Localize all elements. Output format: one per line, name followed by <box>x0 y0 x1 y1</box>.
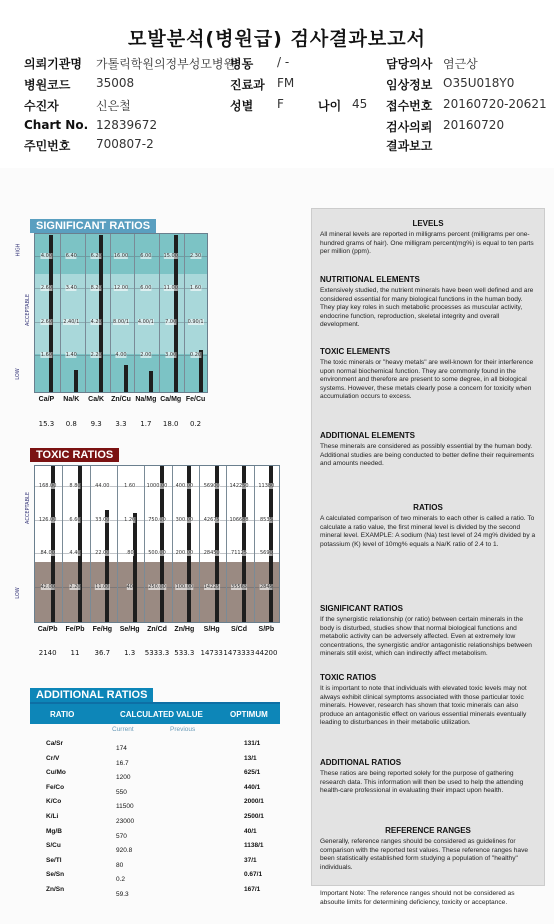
ratio-bar <box>215 466 219 622</box>
level-label: 28450 <box>203 550 220 556</box>
header-label: 담당의사 <box>386 57 433 71</box>
ratio-value: 533.3 <box>174 649 195 657</box>
add-ratio-optimum: 167/1 <box>244 886 261 893</box>
ratio-bar <box>149 371 153 392</box>
add-ratio-current: 0.2 <box>116 876 126 884</box>
column-separator <box>134 234 135 392</box>
level-label: 71125 <box>231 550 247 556</box>
header-value: 20160720-20621 <box>443 97 547 111</box>
level-label: 500.00 <box>148 550 166 556</box>
level-label: 0.90/1 <box>187 319 204 325</box>
add-ratio-optimum: 40/1 <box>244 827 257 835</box>
header-value: 20160720 <box>443 118 505 132</box>
level-label: 4.00/1 <box>137 319 154 325</box>
info-text: These minerals are considered as possibly essential by the human body. Additional studies are being conducted to better define their requirements and amounts needed. <box>320 443 535 467</box>
column-separator <box>172 466 173 622</box>
header-value: 신은철 <box>96 99 131 113</box>
ratio-bar <box>269 466 273 622</box>
level-label: 42.00 <box>40 584 55 590</box>
level-label: .80 <box>125 550 134 556</box>
header-value: O35U018Y0 <box>443 76 515 90</box>
header-value: FM <box>277 76 295 90</box>
column-separator <box>184 234 185 392</box>
level-label: 4.40 <box>69 550 81 556</box>
level-label: 33.00 <box>95 517 110 523</box>
zone-label: LOW <box>14 587 21 599</box>
ratio-label: S/Pb <box>258 626 275 633</box>
level-label: 2.20 <box>69 584 81 590</box>
level-label: 8.20 <box>90 285 102 291</box>
ratio-value: 36.7 <box>94 649 111 657</box>
level-label: 126.00 <box>38 517 57 523</box>
column-separator <box>254 466 255 622</box>
column-separator <box>110 234 111 392</box>
add-ratio-current: 80 <box>116 861 124 869</box>
level-label: 300.00 <box>175 517 194 523</box>
info-heading: TOXIC RATIOS <box>320 673 377 682</box>
info-text: These ratios are being reported solely for the purpose of gathering research data. This information will then be used to help the attending health-care professional in evaluating their impact upon health. <box>320 770 524 794</box>
level-label: 750.00 <box>148 517 166 523</box>
level-label: 1.20 <box>124 517 136 523</box>
ratio-value: 14733 <box>200 649 223 657</box>
toxic-ratios-title: TOXIC RATIOS <box>30 448 119 462</box>
column-separator <box>144 466 145 622</box>
info-heading: NUTRITIONAL ELEMENTS <box>320 275 420 284</box>
info-heading: ADDITIONAL RATIOS <box>320 758 402 767</box>
ratio-value: 1473333 <box>223 649 255 657</box>
info-text: The toxic minerals or "heavy metals" are well-known for their interference upon normal biochemical function. They are commonly found in the environment and therefore are present to some degree, in all biological systems. However, these metals clearly pose a concern for toxicity when accumulation occurs to excess. <box>320 359 534 400</box>
level-label: 4.00 <box>40 253 52 259</box>
significant-ratios-title: SIGNIFICANT RATIOS <box>30 219 156 233</box>
ratio-label: S/Cd <box>231 626 247 633</box>
col-ratio: RATIO <box>50 710 75 719</box>
column-separator <box>199 466 200 622</box>
header-label: 검사의뢰 <box>386 120 433 134</box>
level-label: 2.60 <box>40 319 52 325</box>
sub-previous: Previous <box>170 726 196 733</box>
add-ratio-name: Se/Tl <box>46 856 62 864</box>
header-label: 주민번호 <box>24 139 71 153</box>
level-label: 2.30 <box>189 253 202 259</box>
level-label: 11380 <box>258 483 275 489</box>
add-ratio-current: 570 <box>116 832 127 840</box>
header-label: 나이 <box>318 99 342 113</box>
ratio-bar <box>51 466 55 622</box>
col-optimum: OPTIMUM <box>230 710 268 719</box>
level-label: 11.00 <box>95 584 110 590</box>
header-label: 접수번호 <box>386 99 433 113</box>
col-calc: CALCULATED VALUE <box>120 710 203 719</box>
info-text: Extensively studied, the nutrient minerals have been well defined and are considered essential for many biological functions in the human body. They play key roles in such metabolic processes as muscular activity, endocrine function, reproduction, skeletal integrity and overall development. <box>320 287 534 328</box>
add-ratio-optimum: 2500/1 <box>244 813 264 820</box>
info-text: It is important to note that individuals with elevated toxic levels may not always exhibit clinical symptoms associated with those particular toxic minerals. However, research has shown that toxic minerals can also produce an antagonistic effect on various essential minerals eventually leading to disturbances in their metabolic utilization. <box>320 685 527 726</box>
level-label: 2.60 <box>40 285 52 291</box>
zone-label: LOW <box>14 368 21 380</box>
level-label: 14225 <box>203 584 220 590</box>
ratio-label: Ca/Pb <box>37 626 58 633</box>
header-label: Chart No. <box>24 118 89 132</box>
header-value: / - <box>277 55 290 69</box>
level-label: 6.20 <box>90 253 102 259</box>
info-text: A calculated comparison of two minerals to each other is called a ratio. To calculate a ratio value, the first mineral level is divided by the second mineral level. EXAMPLE: A sodium (Na) test level of 24 mg% divided by a potassium (K) level of 10mg% equals a Na/K ratio of 2.4 to 1. <box>320 515 536 548</box>
toxic-ratios-section <box>0 448 300 668</box>
info-heading: ADDITIONAL ELEMENTS <box>320 431 415 440</box>
header-label: 진료과 <box>230 78 265 92</box>
level-label: 7.00 <box>165 319 177 325</box>
level-label: 400.00 <box>175 483 194 489</box>
column-separator <box>226 466 227 622</box>
add-ratio-optimum: 37/1 <box>244 856 257 864</box>
level-label: 3.00 <box>165 352 177 358</box>
add-ratio-name: Fe/Co <box>46 783 65 791</box>
sub-current: Current <box>112 726 134 733</box>
ratio-label: Zn/Cu <box>111 396 131 403</box>
zone-label: ACCEPTABLE <box>24 492 31 524</box>
info-panel <box>311 208 545 906</box>
level-label: 56900 <box>203 483 220 489</box>
add-ratio-name: S/Cu <box>46 842 61 850</box>
ratio-bar <box>74 370 78 392</box>
ratio-value: 2140 <box>38 649 57 657</box>
add-ratio-current: 920.8 <box>116 847 133 855</box>
header-label: 수진자 <box>24 99 59 113</box>
level-label: 8.80 <box>69 483 81 489</box>
level-label: 8535 <box>259 517 273 523</box>
info-text: If the synergistic relationship (or ratio) between certain minerals in the body is disturbed, studies show that normal biological functions and metabolic activity can be adversely affected. Even at extremely low concentrations, the synergistic and/or antagonistic relationships between minerals still exist, which can indirectly affect metabolism. <box>320 616 532 657</box>
add-ratio-name: K/Li <box>46 813 59 820</box>
level-label: 106688 <box>229 517 249 523</box>
level-label: 168.00 <box>38 483 57 489</box>
add-ratio-name: Zn/Sn <box>46 886 65 893</box>
level-label: 16.00 <box>113 253 129 259</box>
header-value: 염근상 <box>443 57 478 71</box>
level-label: 1.60 <box>40 352 52 358</box>
column-separator <box>85 234 86 392</box>
level-label: 40 <box>126 584 133 590</box>
level-label: 35563 <box>231 584 247 590</box>
add-ratio-name: Ca/Sr <box>46 740 63 747</box>
header-value: 35008 <box>96 76 135 90</box>
add-ratio-name: Cr/V <box>46 754 60 762</box>
header-label: 임상정보 <box>386 78 433 92</box>
level-label: 8.00/1 <box>113 319 129 325</box>
level-label: 84.00 <box>40 550 55 556</box>
add-ratio-optimum: 1138/1 <box>244 842 264 850</box>
ratio-label: Zn/Cd <box>147 626 167 633</box>
header-value: 12839672 <box>96 118 158 132</box>
info-heading: SIGNIFICANT RATIOS <box>320 604 403 613</box>
level-label: 4.20 <box>90 319 102 325</box>
ratio-bar <box>133 513 137 622</box>
level-label: 1000.00 <box>146 483 168 489</box>
level-label: 5690 <box>259 550 273 556</box>
column-separator <box>62 466 63 622</box>
additional-ratios-table <box>30 702 280 898</box>
ratio-label: Na/Mg <box>135 396 157 403</box>
level-label: 2845 <box>259 584 273 590</box>
column-separator <box>117 466 118 622</box>
info-text: Generally, reference ranges should be considered as guidelines for comparison with the reported test values. These reference ranges have been statistically established form studying a population of "healthy" individuals. <box>320 838 529 871</box>
add-ratio-optimum: 131/1 <box>244 740 261 747</box>
significant-ratios-chart <box>34 233 208 393</box>
ratio-label: Zn/Hg <box>174 626 195 633</box>
ratio-value: 0.2 <box>189 420 202 428</box>
ratio-bar <box>124 365 128 392</box>
info-text: All mineral levels are reported in milligrams percent (milligrams per one-hundred grams of hair). One milligram percent(mg%) is equal to ten parts per million (ppm). <box>320 231 534 255</box>
additional-ratios-title: ADDITIONAL RATIOS <box>30 688 153 702</box>
ratio-value: 0.8 <box>65 420 77 428</box>
column-separator <box>60 234 61 392</box>
info-heading: LEVELS <box>412 219 444 228</box>
ratio-bar <box>105 510 109 622</box>
info-heading: RATIOS <box>413 503 443 512</box>
additional-ratios-head <box>30 704 280 724</box>
add-ratio-name: Mg/B <box>46 827 62 835</box>
ratio-label: Na/K <box>63 396 80 403</box>
ratio-label: Se/Hg <box>119 626 140 633</box>
ratio-value: 1.7 <box>140 420 152 428</box>
ratio-label: Fe/Pb <box>65 626 85 633</box>
header-label: 병원코드 <box>24 78 71 92</box>
zone-label: ACCEPTABLE <box>24 294 31 326</box>
level-label: 15.00 <box>163 253 178 259</box>
level-label: 11.00 <box>163 285 178 291</box>
ratio-value: 18.0 <box>162 420 179 428</box>
level-label: 6.60 <box>69 517 81 523</box>
ratio-bar <box>242 466 246 622</box>
level-label: 250.00 <box>148 584 166 590</box>
ratio-label: S/Hg <box>203 626 220 633</box>
header-value: 가톨릭학원의정부성모병원 <box>96 57 236 71</box>
level-label: 4.00 <box>115 352 127 358</box>
column-separator <box>90 466 91 622</box>
level-label: 1.60 <box>124 483 136 489</box>
level-label: 1.40 <box>65 352 77 358</box>
ratio-label: Ca/P <box>38 396 55 403</box>
ratio-bar <box>160 466 164 622</box>
add-ratio-current: 11500 <box>116 803 134 811</box>
level-label: 200.00 <box>175 550 194 556</box>
zone-label: HIGH <box>15 243 22 257</box>
header-value: 45 <box>352 97 368 111</box>
ratio-value: 3.3 <box>115 420 127 428</box>
header-label: 성별 <box>230 99 254 113</box>
level-label: 12.00 <box>113 285 129 291</box>
add-ratio-name: Se/Sn <box>46 871 65 879</box>
add-ratio-current: 23000 <box>116 818 135 825</box>
add-ratio-optimum: 2000/1 <box>244 798 264 806</box>
ratio-value: 44200 <box>255 649 278 657</box>
add-ratio-optimum: 625/1 <box>244 769 261 777</box>
add-ratio-optimum: 440/1 <box>244 783 261 791</box>
level-label: 100.00 <box>175 584 194 590</box>
column-separator <box>159 234 160 392</box>
header-label: 병동 <box>230 57 254 71</box>
info-heading: TOXIC ELEMENTS <box>320 347 391 356</box>
ratio-bar <box>187 466 191 622</box>
ratio-value: 11 <box>70 649 80 657</box>
add-ratio-current: 16.7 <box>116 759 129 767</box>
level-label: 142250 <box>229 483 249 489</box>
level-label: 1.60 <box>189 285 202 291</box>
add-ratio-optimum: 0.67/1 <box>244 871 263 879</box>
level-label: 44.00 <box>95 483 110 489</box>
header-label: 결과보고 <box>386 139 433 153</box>
ratio-label: Fe/Cu <box>185 396 206 403</box>
info-text: Important Note: The reference ranges should not be considered as absoulte limits for determining deficiency, toxicity or acceptance. <box>320 890 515 906</box>
ratio-bar <box>78 466 82 622</box>
header-value: 700807-2 <box>96 137 154 151</box>
level-label: 2.40/1 <box>63 319 80 325</box>
toxic-ratios-chart <box>34 465 280 623</box>
ratio-label: Fe/Hg <box>92 626 113 633</box>
add-ratio-current: 174 <box>116 745 127 752</box>
level-label: 22.00 <box>95 550 110 556</box>
add-ratio-optimum: 13/1 <box>244 754 257 762</box>
add-ratio-name: K/Co <box>46 798 62 806</box>
add-ratio-current: 59.3 <box>116 891 129 898</box>
info-heading: REFERENCE RANGES <box>385 826 471 835</box>
header-label: 의뢰기관명 <box>24 57 82 71</box>
level-label: 6.00 <box>140 285 152 291</box>
ratio-value: 5333.3 <box>144 649 170 657</box>
ratio-value: 1.3 <box>124 649 136 657</box>
ratio-label: Ca/Mg <box>160 396 182 403</box>
level-label: 0.20 <box>189 352 202 358</box>
report-title: 모발분석(병원급) 검사결과보고서 <box>128 28 426 50</box>
significant-ratios-section <box>0 215 300 435</box>
add-ratio-name: Cu/Mo <box>46 769 66 777</box>
level-label: 3.40 <box>65 285 77 291</box>
header-value: F <box>277 97 284 111</box>
level-label: 2.00 <box>140 352 152 358</box>
level-label: 2.20 <box>90 352 102 358</box>
level-label: 6.00 <box>140 253 152 259</box>
ratio-label: Ca/K <box>88 396 105 403</box>
ratio-value: 9.3 <box>90 420 102 428</box>
level-label: 42675 <box>203 517 220 523</box>
add-ratio-current: 1200 <box>116 774 131 782</box>
add-ratio-current: 550 <box>116 788 127 796</box>
level-label: 6.40 <box>65 253 77 259</box>
ratio-value: 15.3 <box>38 420 55 428</box>
